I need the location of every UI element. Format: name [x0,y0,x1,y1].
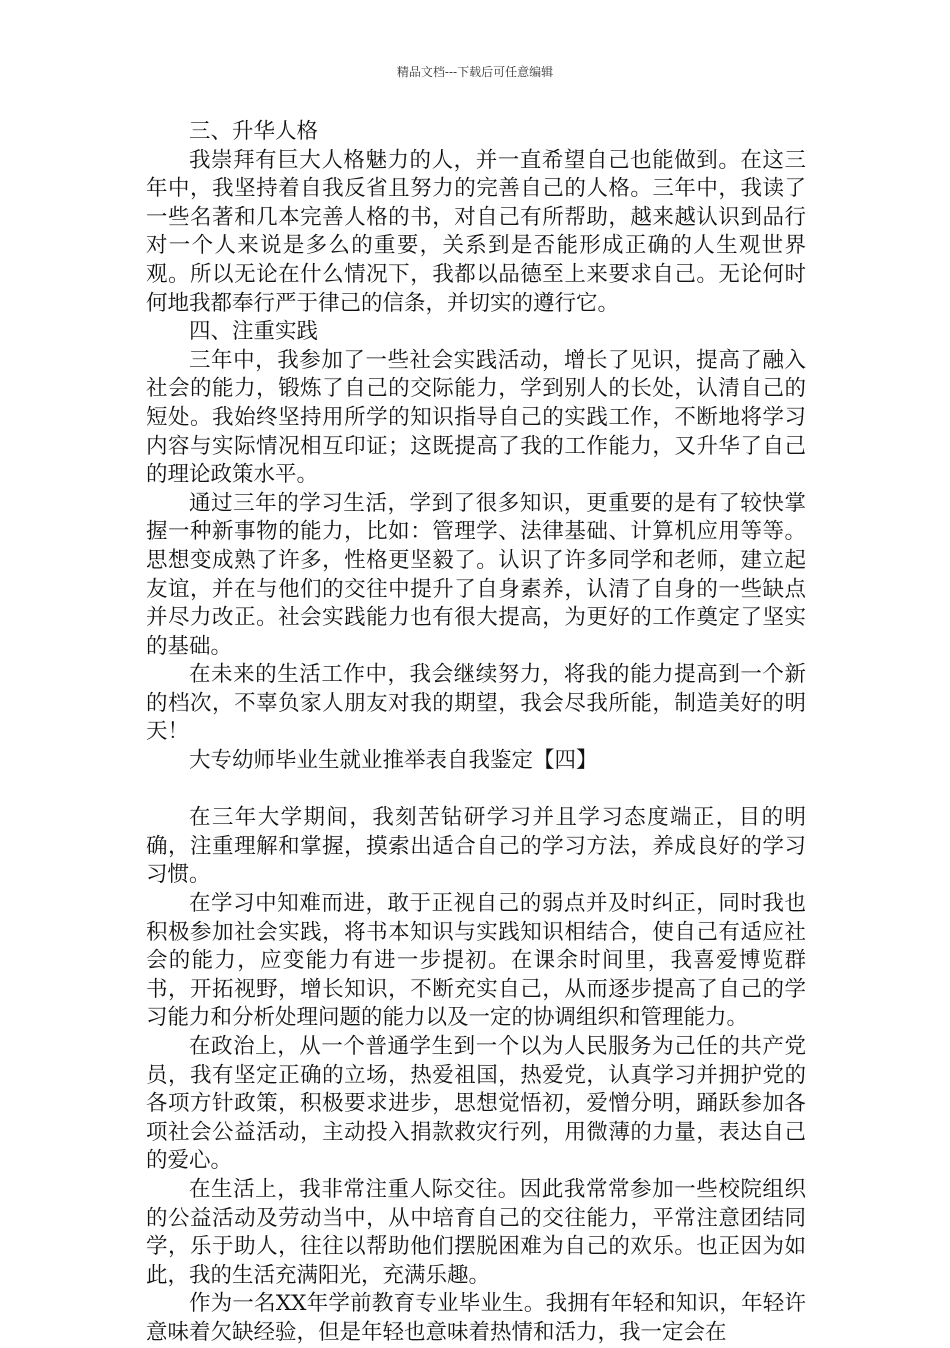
paragraph: 我崇拜有巨大人格魅力的人，并一直希望自己也能做到。在这三年中，我坚持着自我反省且努力的完善自己的人格。三年中，我读了一些名著和几本完善人格的书，对自己有所帮助，越来越认识到品行对一个人来说是多么的重要，关系到是否能形成正确的人生观世界观。所以无论在什么情况下，我都以品德至上来要求自己。无论何时何地我都奉行严于律己的信条，并切实的遵行它。 [146,147,806,316]
section-title-four: 大专幼师毕业生就业推举表自我鉴定【四】 [189,748,598,774]
paragraph: 三年中，我参加了一些社会实践活动，增长了见识，提高了融入社会的能力，锻炼了自己的交际能力，学到别人的长处，认清自己的短处。我始终坚持用所学的知识指导自己的实践工作，不断地将学习内容与实际情况相互印证；这既提高了我的工作能力，又升华了自己的理论政策水平。 [146,347,806,488]
paragraph: 在三年大学期间，我刻苦钻研学习并且学习态度端正，目的明确，注重理解和掌握，摸索出适合自己的学习方法，养成良好的学习习惯。 [146,805,806,888]
paragraph: 通过三年的学习生活，学到了很多知识，更重要的是有了较快掌握一种新事物的能力，比如：管理学、法律基础、计算机应用等等。思想变成熟了许多，性格更坚毅了。认识了许多同学和老师，建立起友谊，并在与他们的交往中提升了自身素养，认清了自身的一些缺点并尽力改正。社会实践能力也有很大提高，为更好的工作奠定了坚实的基础。 [146,490,806,659]
paragraph: 在学习中知难而进，敢于正视自己的弱点并及时纠正，同时我也积极参加社会实践，将书本知识与实践知识相结合，使自己有适应社会的能力，应变能力有进一步提初。在课余时间里，我喜爱博览群书，开拓视野，增长知识，不断充实自己，从而逐步提高了自己的学习能力和分析处理问题的能力以及一定的协调组织和管理能力。 [146,891,806,1031]
paragraph: 在政治上，从一个普通学生到一个以为人民服务为己任的共产党员，我有坚定正确的立场，热爱祖国，热爱党，认真学习并拥护党的各项方针政策，积极要求进步，思想觉悟初，爱憎分明，踊跃参加各项社会公益活动，主动投入捐款救灾行列，用微薄的力量，表达自己的爱心。 [146,1034,806,1174]
page-header: 精品文档---下载后可任意编辑 [396,65,554,79]
paragraph: 在未来的生活工作中，我会继续努力，将我的能力提高到一个新的档次，不辜负家人朋友对我的期望，我会尽我所能，制造美好的明天！ [146,662,806,745]
section-heading-3: 三、升华人格 [189,119,319,144]
blank-line [146,776,806,805]
paragraph: 在生活上，我非常注重人际交往。因此我常常参加一些校院组织的公益活动及劳动当中，从中培育自己的交往能力，平常注意团结同学，乐于助人，往往以帮助他们摆脱困难为自己的欢乐。也正因为如此，我的生活充满阳光，充满乐趣。 [146,1176,806,1288]
paragraph: 作为一名XX年学前教育专业毕业生。我拥有年轻和知识，年轻许意味着欠缺经验，但是年轻也意味着热情和活力，我一定会在 [146,1291,806,1345]
section-heading-4: 四、注重实践 [189,319,319,345]
document-body [146,118,806,1348]
